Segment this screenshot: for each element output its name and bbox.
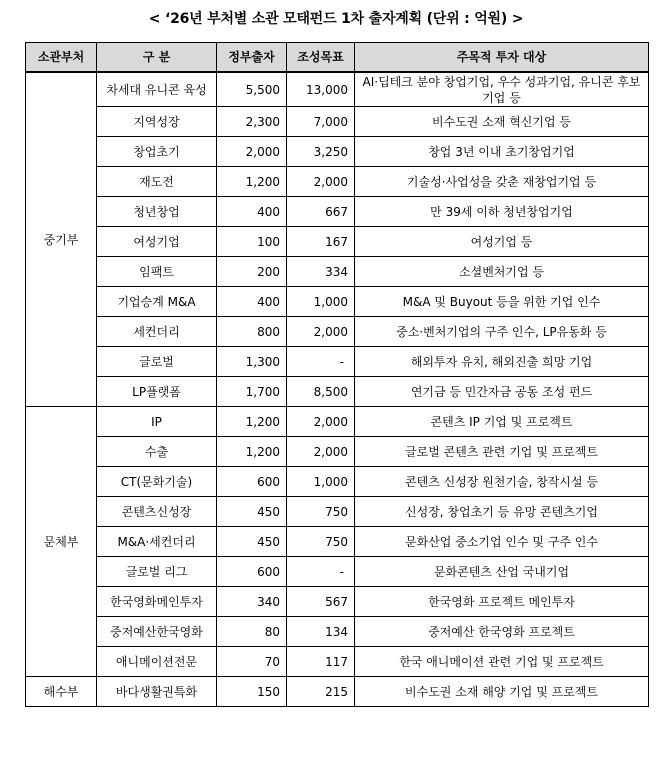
gov-investment-cell: 450 <box>217 527 287 557</box>
category-cell: 세컨더리 <box>97 317 217 347</box>
target-cell: 1,000 <box>287 287 355 317</box>
category-cell: 차세대 유니콘 육성 <box>97 72 217 107</box>
description-cell: 콘텐츠 IP 기업 및 프로젝트 <box>355 407 649 437</box>
gov-investment-cell: 80 <box>217 617 287 647</box>
gov-investment-cell: 600 <box>217 467 287 497</box>
gov-investment-cell: 150 <box>217 677 287 707</box>
category-cell: 창업초기 <box>97 137 217 167</box>
target-cell: 334 <box>287 257 355 287</box>
header-gov-investment: 정부출자 <box>217 43 287 73</box>
description-cell: 한국 애니메이션 관련 기업 및 프로젝트 <box>355 647 649 677</box>
category-cell: 여성기업 <box>97 227 217 257</box>
target-cell: 2,000 <box>287 317 355 347</box>
table-row <box>26 227 649 257</box>
target-cell: 134 <box>287 617 355 647</box>
description-cell: 소셜벤처기업 등 <box>355 257 649 287</box>
category-cell: 글로벌 <box>97 347 217 377</box>
gov-investment-cell: 1,200 <box>217 407 287 437</box>
gov-investment-cell: 2,300 <box>217 107 287 137</box>
table-row <box>26 317 649 347</box>
table-row <box>26 437 649 467</box>
description-cell: 해외투자 유치, 해외진출 희망 기업 <box>355 347 649 377</box>
category-cell: 글로벌 리그 <box>97 557 217 587</box>
description-cell: 중저예산 한국영화 프로젝트 <box>355 617 649 647</box>
target-cell: 750 <box>287 497 355 527</box>
gov-investment-cell: 200 <box>217 257 287 287</box>
target-cell: 167 <box>287 227 355 257</box>
description-cell: 연기금 등 민간자금 공동 조성 펀드 <box>355 377 649 407</box>
description-cell: 여성기업 등 <box>355 227 649 257</box>
table-row <box>26 137 649 167</box>
gov-investment-cell: 5,500 <box>217 72 287 107</box>
description-cell: 만 39세 이하 청년창업기업 <box>355 197 649 227</box>
category-cell: IP <box>97 407 217 437</box>
description-cell: 문화콘텐츠 산업 국내기업 <box>355 557 649 587</box>
table-row <box>26 257 649 287</box>
target-cell: 1,000 <box>287 467 355 497</box>
header-target: 조성목표 <box>287 43 355 73</box>
header-agency: 소관부처 <box>26 43 97 73</box>
category-cell: 기업승계 M&A <box>97 287 217 317</box>
target-cell: 750 <box>287 527 355 557</box>
description-cell: 글로벌 콘텐츠 관련 기업 및 프로젝트 <box>355 437 649 467</box>
description-cell: M&A 및 Buyout 등을 위한 기업 인수 <box>355 287 649 317</box>
target-cell: 215 <box>287 677 355 707</box>
target-cell: - <box>287 347 355 377</box>
table-row <box>26 497 649 527</box>
description-cell: 콘텐츠 신성장 원천기술, 창작시설 등 <box>355 467 649 497</box>
gov-investment-cell: 70 <box>217 647 287 677</box>
page-title: < ‘26년 부처별 소관 모태펀드 1차 출자계획 (단위 : 억원) > <box>148 11 524 27</box>
table-row <box>26 377 649 407</box>
table-body <box>26 72 649 707</box>
target-cell: 567 <box>287 587 355 617</box>
table-row <box>26 467 649 497</box>
agency-cell: 문체부 <box>26 407 97 677</box>
table-row <box>26 647 649 677</box>
description-cell: 기술성·사업성을 갖춘 재창업기업 등 <box>355 167 649 197</box>
target-cell: 13,000 <box>287 72 355 107</box>
target-cell: 8,500 <box>287 377 355 407</box>
table-row <box>26 107 649 137</box>
gov-investment-cell: 1,700 <box>217 377 287 407</box>
target-cell: 7,000 <box>287 107 355 137</box>
gov-investment-cell: 1,200 <box>217 167 287 197</box>
target-cell: 2,000 <box>287 437 355 467</box>
table-row <box>26 617 649 647</box>
table-row <box>26 527 649 557</box>
agency-cell: 중기부 <box>26 72 97 407</box>
description-cell: 비수도권 소재 해양 기업 및 프로젝트 <box>355 677 649 707</box>
category-cell: 중저예산한국영화 <box>97 617 217 647</box>
category-cell: 한국영화메인투자 <box>97 587 217 617</box>
gov-investment-cell: 1,200 <box>217 437 287 467</box>
table-row <box>26 557 649 587</box>
agency-cell: 해수부 <box>26 677 97 707</box>
table-row <box>26 407 649 437</box>
category-cell: 청년창업 <box>97 197 217 227</box>
category-cell: 콘텐츠신성장 <box>97 497 217 527</box>
gov-investment-cell: 2,000 <box>217 137 287 167</box>
gov-investment-cell: 400 <box>217 287 287 317</box>
header-description: 주목적 투자 대상 <box>355 43 649 73</box>
category-cell: 애니메이션전문 <box>97 647 217 677</box>
target-cell: 2,000 <box>287 407 355 437</box>
table-row <box>26 587 649 617</box>
target-cell: 3,250 <box>287 137 355 167</box>
description-cell: 창업 3년 이내 초기창업기업 <box>355 137 649 167</box>
gov-investment-cell: 400 <box>217 197 287 227</box>
category-cell: LP플랫폼 <box>97 377 217 407</box>
table-row <box>26 72 649 107</box>
description-cell: AI·딥테크 분야 창업기업, 우수 성과기업, 유니콘 후보기업 등 <box>355 72 649 107</box>
gov-investment-cell: 1,300 <box>217 347 287 377</box>
table-row <box>26 167 649 197</box>
gov-investment-cell: 450 <box>217 497 287 527</box>
gov-investment-cell: 340 <box>217 587 287 617</box>
gov-investment-cell: 600 <box>217 557 287 587</box>
table-row <box>26 197 649 227</box>
description-cell: 비수도권 소재 혁신기업 등 <box>355 107 649 137</box>
gov-investment-cell: 100 <box>217 227 287 257</box>
table-row <box>26 677 649 707</box>
description-cell: 중소·벤처기업의 구주 인수, LP유동화 등 <box>355 317 649 347</box>
category-cell: 재도전 <box>97 167 217 197</box>
gov-investment-cell: 800 <box>217 317 287 347</box>
target-cell: 667 <box>287 197 355 227</box>
description-cell: 한국영화 프로젝트 메인투자 <box>355 587 649 617</box>
category-cell: 바다생활권특화 <box>97 677 217 707</box>
category-cell: CT(문화기술) <box>97 467 217 497</box>
category-cell: 지역성장 <box>97 107 217 137</box>
description-cell: 문화산업 중소기업 인수 및 구주 인수 <box>355 527 649 557</box>
investment-plan-table <box>25 42 649 707</box>
table-row <box>26 347 649 377</box>
description-cell: 신성장, 창업초기 등 유망 콘텐츠기업 <box>355 497 649 527</box>
category-cell: 임팩트 <box>97 257 217 287</box>
target-cell: 117 <box>287 647 355 677</box>
header-category: 구 분 <box>97 43 217 73</box>
target-cell: - <box>287 557 355 587</box>
category-cell: M&A·세컨더리 <box>97 527 217 557</box>
table-row <box>26 287 649 317</box>
category-cell: 수출 <box>97 437 217 467</box>
target-cell: 2,000 <box>287 167 355 197</box>
table-header-row <box>26 43 649 73</box>
